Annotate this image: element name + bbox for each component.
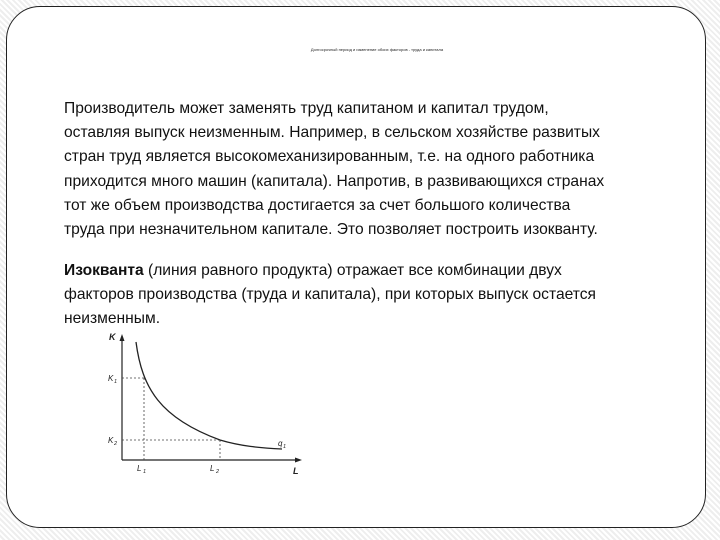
y-axis-label: K xyxy=(109,332,116,342)
isoquant-chart xyxy=(100,328,310,478)
l1-label: L xyxy=(137,464,142,473)
definition-term: Изокванта xyxy=(64,262,144,279)
definition-line: факторов производства (труда и капитала), при которых выпуск остается xyxy=(64,286,596,304)
isoquant-figure xyxy=(100,328,310,478)
intro-line: оставляя выпуск неизменным. Например, в сельском хозяйстве развитых xyxy=(64,124,600,142)
x-axis-label: L xyxy=(293,466,299,476)
intro-line: стран труд является высокомеханизированным, т.е. на одного работника xyxy=(64,148,595,166)
k1-label: K xyxy=(108,374,114,383)
k2-subscript: 2 xyxy=(114,441,118,447)
y-axis-arrow xyxy=(120,334,125,341)
intro-line: труда при незначительном капитале. Это позволяет построить изокванту. xyxy=(64,221,598,239)
q1-label: q xyxy=(278,439,283,448)
k1-subscript: 1 xyxy=(114,379,118,385)
k2-label: K xyxy=(108,436,114,445)
l2-subscript: 2 xyxy=(216,469,220,475)
definition-paragraph xyxy=(64,259,694,332)
isoquant-curve xyxy=(136,342,282,449)
slide-title: Долгосрочный период и изменение обоих факторов - труда и капитала xyxy=(310,47,444,52)
intro-paragraph xyxy=(64,97,694,242)
x-axis-arrow xyxy=(295,458,302,463)
intro-line: тот же объем производства достигается за счет большого количества xyxy=(64,196,571,214)
l1-subscript: 1 xyxy=(143,469,147,475)
definition-line: (линия равного продукта) отражает все комбинации двух xyxy=(143,262,562,279)
definition-line: неизменным. xyxy=(64,310,161,328)
q1-subscript: 1 xyxy=(283,444,287,450)
intro-line: Производитель может заменять труд капитаном и капитал трудом, xyxy=(64,100,549,117)
intro-line: приходится много машин (капитала). Напротив, в развивающихся странах xyxy=(64,172,605,190)
l2-label: L xyxy=(210,464,215,473)
